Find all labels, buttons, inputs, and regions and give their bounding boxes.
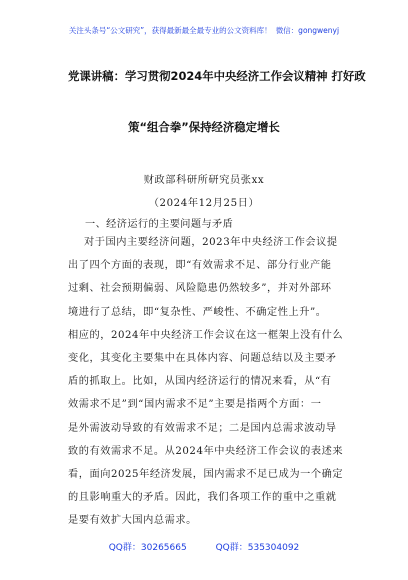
document-title-line2: 策“组合拳”保持经济稳定增长 — [128, 120, 280, 134]
body-line: 是外需波动导致的有效需求不足；二是国内总需求波动导 — [68, 422, 337, 434]
date-line: （2024年12月25日） — [148, 198, 260, 209]
header-banner — [0, 25, 408, 36]
body-line: 看，面向2025年经济发展，国内需求不足已成为一个确定 — [68, 468, 344, 480]
body-line: 相应的，2024年中央经济工作会议在这一框架上没有什么 — [68, 329, 344, 341]
body-line: 是要有效扩大国内总需求。 — [68, 515, 197, 527]
document-title-line1: 党课讲稿：学习贯彻2024年中央经济工作会议精神 打好政 — [68, 69, 366, 83]
body-line: 对于国内主要经济问题，2023年中央经济工作会议提 — [84, 237, 338, 248]
footer-contacts — [0, 540, 408, 553]
wechat-contact: 微信：gongwenyj — [275, 26, 340, 35]
qq-group-1: QQ群：30265665 — [108, 543, 187, 553]
body-line: 盾的抓取上。比如，从国内经济运行的情况来看，从“有 — [68, 376, 332, 388]
body-line: 变化，其变化主要集中在具体内容、问题总结以及主要矛 — [68, 352, 337, 364]
banner-text: 关注头条号“公文研究”，获得最新最全最专业的公文资料库！ — [68, 26, 272, 35]
body-line: 效需求不足”到“国内需求不足”主要是指两个方面：一 — [68, 399, 322, 411]
author-line: 财政部科研所研究员张xx — [143, 175, 265, 186]
body-text — [68, 236, 358, 537]
qq-group-2: QQ群：535304092 — [215, 543, 300, 553]
body-line: 出了四个方面的表现，即“有效需求不足、部分行业产能 — [68, 260, 332, 272]
section-heading: 一、经济运行的主要问题与矛盾 — [85, 219, 234, 230]
body-line: 致的有效需求不足。从2024年中央经济工作会议的表述来 — [68, 445, 344, 457]
body-line: 过剩、社会预期偏弱、风险隐患仍然较多”，并对外部环 — [68, 283, 332, 295]
body-line: 境进行了总结，即“复杂性、严峻性、不确定性上升”。 — [68, 306, 327, 318]
body-line: 的且影响重大的矛盾。因此，我们各项工作的重中之重就 — [68, 492, 337, 504]
